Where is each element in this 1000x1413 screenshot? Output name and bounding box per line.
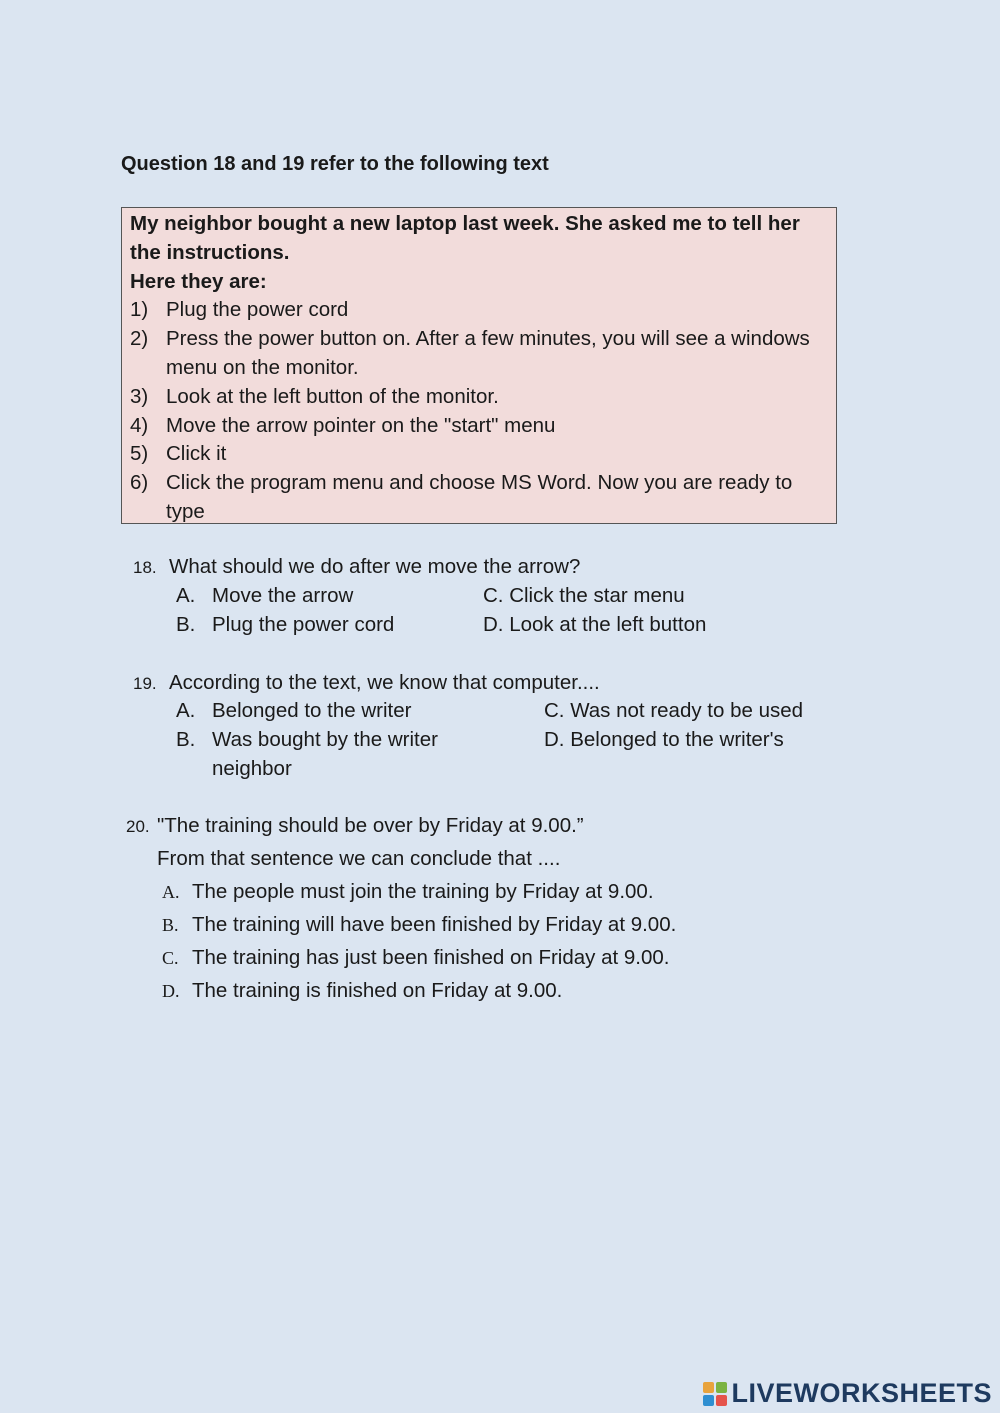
question-text: According to the text, we know that computer.... [169, 671, 600, 694]
list-item: 4) Move the arrow pointer on the "start" menu [130, 413, 556, 437]
q20-option-d[interactable]: D. The training is finished on Friday at 9.00. [162, 979, 563, 1002]
brand-text: LIVEWORKSHEETS [731, 1378, 992, 1408]
q19-option-c[interactable]: C. Was not ready to be used [544, 699, 804, 722]
liveworksheets-logo-icon [703, 1382, 727, 1406]
question-19 [133, 669, 600, 699]
q18-option-c[interactable]: C. Click the star menu [483, 584, 685, 607]
q18-option-d[interactable]: D. Look at the left button [483, 613, 707, 636]
section-heading: Question 18 and 19 refer to the following text [121, 153, 549, 175]
question-20 [126, 812, 584, 842]
question-18 [133, 553, 580, 583]
question-text: What should we do after we move the arrow? [169, 555, 581, 578]
question-20-prompt: From that sentence we can conclude that .... [157, 847, 561, 870]
question-number: 20. [126, 817, 150, 836]
q19-option-b[interactable]: B. Was bought by the writer neighbor [176, 728, 438, 780]
q18-option-a[interactable]: A. Move the arrow [176, 584, 354, 607]
question-number: 18. [133, 558, 157, 577]
list-item: 1) Plug the power cord [130, 298, 349, 322]
list-item: 6) Click the program menu and choose MS Word. Now you are ready to type [130, 471, 793, 523]
question-text: "The training should be over by Friday at 9.00.” [157, 814, 584, 837]
q19-option-a[interactable]: A. Belonged to the writer [176, 699, 412, 722]
list-item: 5) Click it [130, 442, 227, 466]
list-item: 2) Press the power button on. After a few minutes, you will see a windows menu on the monitor. [130, 327, 810, 379]
reading-passage-box [121, 207, 837, 524]
passage-intro-2: Here they are: [130, 269, 267, 293]
liveworksheets-logo [703, 1378, 992, 1409]
q20-option-c[interactable]: C. The training has just been finished on Friday at 9.00. [162, 946, 670, 969]
passage-intro: My neighbor bought a new laptop last week. She asked me to tell her the instructions. [130, 212, 800, 264]
instruction-list [130, 296, 828, 526]
q19-option-d[interactable]: D. Belonged to the writer's [544, 728, 784, 751]
question-number: 19. [133, 674, 157, 693]
list-item: 3) Look at the left button of the monitor. [130, 384, 499, 408]
q18-option-b[interactable]: B. Plug the power cord [176, 613, 395, 636]
q20-option-b[interactable]: B. The training will have been finished by Friday at 9.00. [162, 913, 677, 936]
q20-option-a[interactable]: A. The people must join the training by Friday at 9.00. [162, 880, 654, 903]
